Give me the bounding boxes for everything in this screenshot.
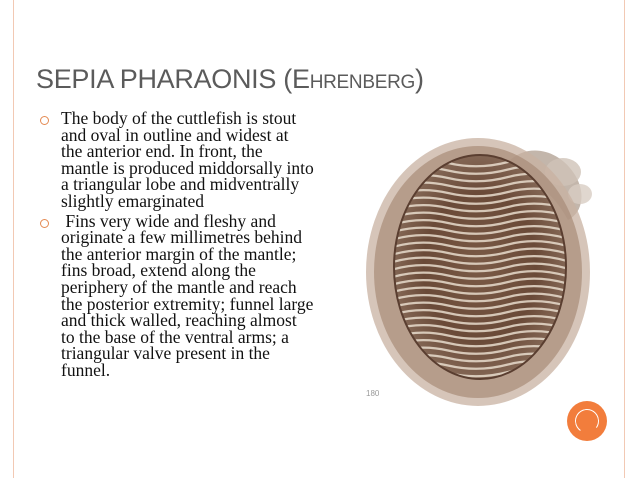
bullet-item-fins: [36, 210, 351, 380]
bullet-list: [36, 110, 351, 382]
corner-decoration-icon: [567, 401, 607, 441]
photo-caption: 180: [366, 389, 380, 398]
bullet-text: Fins very wide and fleshy and originate a few millimetres behind the anterior margin of the mantle; fins broad, extend along the periphery of the mantle and reach the posterior extremity; funnel large and thick walled, reaching almost to the base of the ventral arms; a triangular valve present in the funnel.: [61, 210, 314, 380]
cuttlefish-photo: [358, 132, 610, 416]
circle-bullet-icon: [40, 116, 49, 125]
bullet-item-body: [36, 110, 351, 210]
circle-bullet-icon: [40, 219, 49, 228]
bullet-text: The body of the cuttlefish is stout and oval in outline and widest at the anterior end. In front, the mantle is produced middorsally into a triangular lobe and midventrally slightly emarginated: [61, 108, 314, 211]
slide-title: SEPIA PHARAONIS (EHRENBERG): [36, 64, 424, 94]
